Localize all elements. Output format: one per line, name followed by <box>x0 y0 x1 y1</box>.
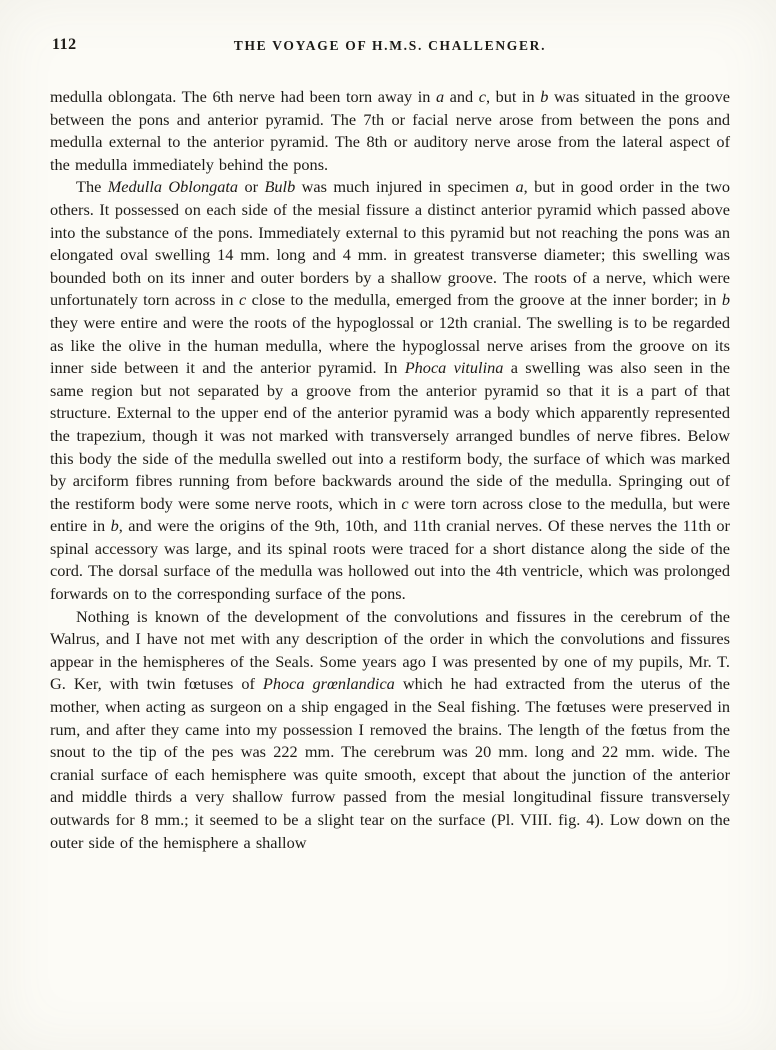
italic-text: b <box>540 87 549 106</box>
body-text: , but in good order in the two others. It possessed on each side of the mesial fissure a distinct anterior pyramid which passed above into the substance of the pons. Immediately external to this pyramid but not reaching the pons was an elongated oval swelling 14 mm. long and 4 mm. in greatest transverse diameter; this swelling was bounded both on its inner and outer borders by a shallow groove. The roots of a nerve, which were unfortunately torn across in <box>50 177 731 310</box>
italic-text: b <box>721 290 730 310</box>
paragraph <box>50 606 730 855</box>
body-text: which he had extracted from the uterus of the mother, when acting as surgeon on a ship engaged in the Seal fishing. The fœtuses were preserved in rum, and after they came into my possession I removed the brains. The length of the fœtus from the snout to the tip of the pes was 222 mm. The cerebrum was 20 mm. long and 22 mm. wide. The cranial surface of each hemisphere was quite smooth, except that about the junction of the anterior and middle thirds a very shallow furrow passed from the mesial longitudinal fissure transversely outwards for 8 mm.; it seemed to be a slight tear on the surface (Pl. VIII. fig. 4). Low down on the outer side of the hemisphere a shallow <box>50 674 730 852</box>
body-text: and <box>444 87 479 106</box>
body-text: , and were the origins of the 9th, 10th, and 11th cranial nerves. Of these nerves the 11th or spinal accessory was large, and its spinal roots were traced for a short distance along the side of the cord. The dorsal surface of the medulla was hollowed out into the 4th ventricle, which was prolonged forwards on to the corresponding surface of the pons. <box>50 516 730 604</box>
body-text: , but in <box>485 87 541 106</box>
running-title: THE VOYAGE OF H.M.S. CHALLENGER. <box>233 38 547 53</box>
body-text: they were entire and were the roots of the hypoglossal or 12th cranial. The swelling is to be regarded as like the olive in the human medulla, where the hypoglossal nerve arises from the groove on its inner side between it and the anterior pyramid. In <box>50 312 730 378</box>
body-text: were torn across close to the medulla, but were entire in <box>50 493 730 536</box>
body-text: medulla oblongata. The 6th nerve had been torn away in <box>50 87 436 106</box>
body-text: or <box>238 177 265 197</box>
italic-text: a <box>435 87 445 106</box>
paragraph <box>50 86 730 176</box>
italic-text: Bulb <box>264 177 296 197</box>
body-text: close to the medulla, emerged from the groove at the inner border; in <box>246 290 722 310</box>
body-text: was much injured in specimen <box>295 177 516 197</box>
page-header <box>50 34 730 64</box>
body-text: was situated in the groove between the pons and anterior pyramid. The 7th or facial nerve arose from between the pons and medulla external to the anterior pyramid. The 8th or auditory nerve arose from the lateral aspect of the medulla immediately behind the pons. <box>50 87 730 174</box>
page-body <box>50 86 730 854</box>
italic-text: b <box>110 516 119 536</box>
paragraph <box>50 176 730 605</box>
italic-text: c <box>238 290 247 310</box>
body-text: The <box>76 177 108 197</box>
italic-text: Phoca vitulina <box>404 358 504 378</box>
italic-text: Phoca grœnlandica <box>262 674 395 694</box>
italic-text: Medulla Oblongata <box>107 177 239 197</box>
page-number: 112 <box>52 36 77 53</box>
body-text: Nothing is known of the development of the convolutions and fissures in the cerebrum of the Walrus, and I have not met with any description of the order in which the convolutions and fissures appear in the hemispheres of the Seals. Some years ago I was presented by one of my pupils, Mr. T. G. Ker, with twin fœtuses of <box>50 606 730 694</box>
italic-text: c <box>401 493 409 513</box>
italic-text: a <box>515 177 524 197</box>
body-text: a swelling was also seen in the same region but not separated by a groove from the anterior pyramid so that it is a part of that structure. External to the upper end of the anterior pyramid was a body which apparently represented the trapezium, though it was not marked with transversely arranged bundles of nerve fibres. Below this body the side of the medulla swelled out into a restiform body, the surface of which was marked by arciform fibres running from before backwards around the side of the medulla. Springing out of the restiform body were some nerve roots, which in <box>50 358 731 513</box>
italic-text: c <box>478 87 486 106</box>
